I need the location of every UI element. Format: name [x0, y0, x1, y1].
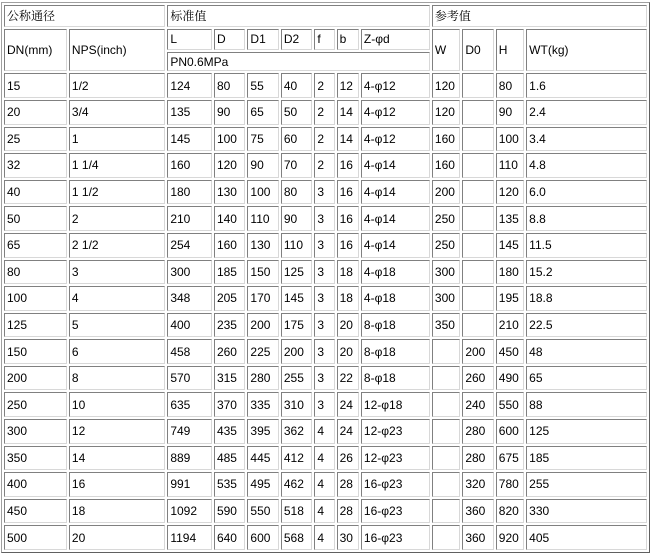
cell-h: 120	[496, 180, 524, 205]
table-row	[4, 180, 647, 205]
cell-l: 160	[167, 153, 212, 178]
cell-z-phid: 12-φ23	[361, 446, 430, 471]
cell-w	[432, 499, 460, 524]
cell-l: 570	[167, 366, 212, 391]
cell-h: 675	[496, 446, 524, 471]
cell-nps: 10	[69, 392, 165, 417]
cell-l: 635	[167, 392, 212, 417]
cell-d1: 55	[247, 73, 278, 98]
cell-d1: 170	[247, 286, 278, 311]
cell-f: 3	[314, 313, 334, 338]
cell-l: 1194	[167, 525, 212, 550]
cell-dn: 400	[4, 472, 67, 497]
table-row	[4, 153, 647, 178]
col-header-b: b	[337, 29, 359, 51]
cell-l: 1092	[167, 499, 212, 524]
cell-d1: 130	[247, 233, 278, 258]
cell-z-phid: 8-φ18	[361, 339, 430, 364]
cell-f: 3	[314, 180, 334, 205]
cell-b: 18	[337, 286, 359, 311]
cell-d2: 255	[281, 366, 312, 391]
cell-d: 260	[214, 339, 245, 364]
cell-dn: 50	[4, 206, 67, 231]
cell-h: 210	[496, 313, 524, 338]
cell-l: 749	[167, 419, 212, 444]
cell-d1: 600	[247, 525, 278, 550]
cell-z-phid: 12-φ18	[361, 392, 430, 417]
flange-spec-table	[1, 2, 650, 553]
cell-l: 348	[167, 286, 212, 311]
cell-w: 300	[432, 260, 460, 285]
cell-d0	[462, 286, 493, 311]
cell-l: 124	[167, 73, 212, 98]
cell-b: 20	[337, 313, 359, 338]
cell-w	[432, 392, 460, 417]
cell-w: 250	[432, 206, 460, 231]
cell-dn: 40	[4, 180, 67, 205]
cell-f: 3	[314, 260, 334, 285]
cell-d2: 145	[281, 286, 312, 311]
cell-w: 160	[432, 153, 460, 178]
cell-f: 2	[314, 127, 334, 152]
cell-d1: 100	[247, 180, 278, 205]
cell-wt: 88	[526, 392, 647, 417]
header-group-row	[4, 5, 647, 27]
cell-nps: 20	[69, 525, 165, 550]
cell-dn: 200	[4, 366, 67, 391]
cell-wt: 48	[526, 339, 647, 364]
cell-dn: 25	[4, 127, 67, 152]
cell-dn: 450	[4, 499, 67, 524]
cell-d: 535	[214, 472, 245, 497]
table-row	[4, 525, 647, 550]
table-row	[4, 206, 647, 231]
table-row	[4, 313, 647, 338]
cell-b: 28	[337, 499, 359, 524]
cell-d2: 90	[281, 206, 312, 231]
cell-d1: 90	[247, 153, 278, 178]
table-row	[4, 100, 647, 125]
col-header-d2: D2	[281, 29, 312, 51]
cell-d0: 360	[462, 499, 493, 524]
cell-h: 90	[496, 100, 524, 125]
cell-nps: 16	[69, 472, 165, 497]
cell-d: 590	[214, 499, 245, 524]
cell-d1: 225	[247, 339, 278, 364]
cell-h: 780	[496, 472, 524, 497]
cell-b: 24	[337, 392, 359, 417]
cell-h: 920	[496, 525, 524, 550]
cell-d0	[462, 260, 493, 285]
col-header-d0: D0	[462, 29, 493, 72]
cell-d0	[462, 153, 493, 178]
cell-d0	[462, 127, 493, 152]
cell-z-phid: 4-φ14	[361, 153, 430, 178]
cell-nps: 6	[69, 339, 165, 364]
cell-nps: 2 1/2	[69, 233, 165, 258]
cell-d2: 568	[281, 525, 312, 550]
cell-d2: 310	[281, 392, 312, 417]
cell-wt: 330	[526, 499, 647, 524]
cell-d0: 200	[462, 339, 493, 364]
cell-nps: 1	[69, 127, 165, 152]
cell-z-phid: 8-φ18	[361, 313, 430, 338]
cell-dn: 300	[4, 419, 67, 444]
cell-w	[432, 366, 460, 391]
cell-f: 2	[314, 100, 334, 125]
cell-d1: 550	[247, 499, 278, 524]
header-standard-values: 标准值	[167, 5, 430, 27]
cell-d: 370	[214, 392, 245, 417]
cell-h: 450	[496, 339, 524, 364]
cell-z-phid: 4-φ14	[361, 180, 430, 205]
cell-d0	[462, 100, 493, 125]
cell-h: 100	[496, 127, 524, 152]
cell-z-phid: 4-φ14	[361, 206, 430, 231]
cell-w: 120	[432, 73, 460, 98]
cell-dn: 350	[4, 446, 67, 471]
cell-d2: 50	[281, 100, 312, 125]
cell-w	[432, 339, 460, 364]
cell-nps: 14	[69, 446, 165, 471]
table-row	[4, 446, 647, 471]
cell-d0: 280	[462, 446, 493, 471]
cell-d: 185	[214, 260, 245, 285]
cell-wt: 1.6	[526, 73, 647, 98]
cell-dn: 80	[4, 260, 67, 285]
table-row	[4, 233, 647, 258]
table-row	[4, 127, 647, 152]
table-row	[4, 260, 647, 285]
cell-d1: 150	[247, 260, 278, 285]
cell-d: 315	[214, 366, 245, 391]
cell-d: 640	[214, 525, 245, 550]
cell-d0	[462, 233, 493, 258]
cell-h: 180	[496, 260, 524, 285]
cell-f: 4	[314, 446, 334, 471]
cell-z-phid: 4-φ12	[361, 73, 430, 98]
cell-d1: 495	[247, 472, 278, 497]
col-header-d: D	[214, 29, 245, 51]
cell-wt: 65	[526, 366, 647, 391]
cell-z-phid: 16-φ23	[361, 472, 430, 497]
cell-z-phid: 4-φ18	[361, 260, 430, 285]
cell-nps: 4	[69, 286, 165, 311]
cell-b: 26	[337, 446, 359, 471]
cell-f: 3	[314, 233, 334, 258]
cell-b: 18	[337, 260, 359, 285]
cell-d: 235	[214, 313, 245, 338]
cell-nps: 3	[69, 260, 165, 285]
cell-z-phid: 4-φ12	[361, 127, 430, 152]
cell-z-phid: 4-φ18	[361, 286, 430, 311]
cell-l: 300	[167, 260, 212, 285]
cell-d2: 175	[281, 313, 312, 338]
cell-wt: 6.0	[526, 180, 647, 205]
cell-w	[432, 419, 460, 444]
cell-d2: 362	[281, 419, 312, 444]
cell-f: 4	[314, 525, 334, 550]
cell-d1: 65	[247, 100, 278, 125]
cell-f: 4	[314, 472, 334, 497]
cell-b: 16	[337, 206, 359, 231]
cell-d1: 280	[247, 366, 278, 391]
cell-b: 16	[337, 153, 359, 178]
table-row	[4, 339, 647, 364]
cell-w: 160	[432, 127, 460, 152]
cell-d2: 80	[281, 180, 312, 205]
cell-wt: 4.8	[526, 153, 647, 178]
cell-d2: 40	[281, 73, 312, 98]
cell-b: 16	[337, 233, 359, 258]
cell-l: 889	[167, 446, 212, 471]
cell-h: 110	[496, 153, 524, 178]
cell-d1: 75	[247, 127, 278, 152]
cell-nps: 1/2	[69, 73, 165, 98]
cell-d2: 70	[281, 153, 312, 178]
cell-h: 135	[496, 206, 524, 231]
cell-d1: 200	[247, 313, 278, 338]
cell-l: 180	[167, 180, 212, 205]
cell-d: 90	[214, 100, 245, 125]
col-header-l: L	[167, 29, 212, 51]
cell-z-phid: 16-φ23	[361, 499, 430, 524]
cell-b: 16	[337, 180, 359, 205]
cell-dn: 32	[4, 153, 67, 178]
header-column-row	[4, 29, 647, 51]
cell-b: 12	[337, 73, 359, 98]
cell-l: 135	[167, 100, 212, 125]
col-header-f: f	[314, 29, 334, 51]
cell-f: 3	[314, 339, 334, 364]
cell-d1: 445	[247, 446, 278, 471]
cell-wt: 15.2	[526, 260, 647, 285]
cell-wt: 8.8	[526, 206, 647, 231]
cell-dn: 125	[4, 313, 67, 338]
cell-wt: 3.4	[526, 127, 647, 152]
cell-wt: 18.8	[526, 286, 647, 311]
cell-wt: 185	[526, 446, 647, 471]
cell-nps: 18	[69, 499, 165, 524]
cell-dn: 250	[4, 392, 67, 417]
table-row	[4, 472, 647, 497]
cell-f: 4	[314, 419, 334, 444]
cell-l: 210	[167, 206, 212, 231]
cell-wt: 125	[526, 419, 647, 444]
cell-d2: 412	[281, 446, 312, 471]
cell-dn: 100	[4, 286, 67, 311]
cell-w: 300	[432, 286, 460, 311]
cell-w	[432, 446, 460, 471]
cell-h: 145	[496, 233, 524, 258]
cell-d1: 110	[247, 206, 278, 231]
cell-nps: 12	[69, 419, 165, 444]
cell-l: 458	[167, 339, 212, 364]
cell-z-phid: 12-φ23	[361, 419, 430, 444]
cell-b: 20	[337, 339, 359, 364]
cell-h: 80	[496, 73, 524, 98]
cell-h: 195	[496, 286, 524, 311]
cell-dn: 15	[4, 73, 67, 98]
cell-d1: 395	[247, 419, 278, 444]
cell-f: 3	[314, 366, 334, 391]
cell-nps: 5	[69, 313, 165, 338]
cell-nps: 1 1/4	[69, 153, 165, 178]
cell-dn: 20	[4, 100, 67, 125]
cell-d1: 335	[247, 392, 278, 417]
cell-wt: 11.5	[526, 233, 647, 258]
cell-d0	[462, 73, 493, 98]
cell-h: 490	[496, 366, 524, 391]
cell-d: 140	[214, 206, 245, 231]
cell-b: 14	[337, 100, 359, 125]
table-row	[4, 419, 647, 444]
header-nominal-diameter: 公称通径	[4, 5, 165, 27]
cell-d: 120	[214, 153, 245, 178]
col-header-h: H	[496, 29, 524, 72]
cell-b: 14	[337, 127, 359, 152]
cell-w	[432, 525, 460, 550]
cell-d0: 320	[462, 472, 493, 497]
cell-d: 160	[214, 233, 245, 258]
table-row	[4, 366, 647, 391]
cell-d2: 60	[281, 127, 312, 152]
header-reference-values: 参考值	[432, 5, 647, 27]
cell-wt: 2.4	[526, 100, 647, 125]
cell-w: 200	[432, 180, 460, 205]
cell-d: 130	[214, 180, 245, 205]
cell-d2: 125	[281, 260, 312, 285]
cell-z-phid: 16-φ23	[361, 525, 430, 550]
cell-b: 28	[337, 472, 359, 497]
cell-d: 435	[214, 419, 245, 444]
cell-nps: 3/4	[69, 100, 165, 125]
cell-l: 145	[167, 127, 212, 152]
cell-f: 3	[314, 286, 334, 311]
col-header-w: W	[432, 29, 460, 72]
cell-d0	[462, 180, 493, 205]
cell-w	[432, 472, 460, 497]
cell-d2: 462	[281, 472, 312, 497]
cell-d0: 360	[462, 525, 493, 550]
table-row	[4, 499, 647, 524]
cell-w: 120	[432, 100, 460, 125]
table-row	[4, 392, 647, 417]
cell-b: 24	[337, 419, 359, 444]
cell-l: 400	[167, 313, 212, 338]
cell-l: 991	[167, 472, 212, 497]
cell-f: 3	[314, 206, 334, 231]
cell-h: 550	[496, 392, 524, 417]
cell-b: 22	[337, 366, 359, 391]
cell-z-phid: 4-φ12	[361, 100, 430, 125]
col-header-dn: DN(mm)	[4, 29, 67, 72]
cell-d2: 200	[281, 339, 312, 364]
cell-w: 350	[432, 313, 460, 338]
cell-dn: 65	[4, 233, 67, 258]
cell-b: 30	[337, 525, 359, 550]
cell-nps: 2	[69, 206, 165, 231]
cell-d0	[462, 206, 493, 231]
cell-wt: 405	[526, 525, 647, 550]
cell-d: 205	[214, 286, 245, 311]
cell-d: 100	[214, 127, 245, 152]
col-header-d1: D1	[247, 29, 278, 51]
cell-wt: 22.5	[526, 313, 647, 338]
cell-wt: 255	[526, 472, 647, 497]
cell-f: 2	[314, 73, 334, 98]
cell-z-phid: 4-φ14	[361, 233, 430, 258]
col-header-wt: WT(kg)	[526, 29, 647, 72]
cell-d2: 110	[281, 233, 312, 258]
cell-d: 485	[214, 446, 245, 471]
cell-w: 250	[432, 233, 460, 258]
cell-z-phid: 8-φ18	[361, 366, 430, 391]
cell-d0: 280	[462, 419, 493, 444]
cell-f: 3	[314, 392, 334, 417]
cell-dn: 150	[4, 339, 67, 364]
col-header-z-phid: Z-φd	[361, 29, 430, 51]
cell-h: 820	[496, 499, 524, 524]
cell-nps: 1 1/2	[69, 180, 165, 205]
cell-d0: 260	[462, 366, 493, 391]
cell-f: 2	[314, 153, 334, 178]
cell-d: 80	[214, 73, 245, 98]
col-header-nps: NPS(inch)	[69, 29, 165, 72]
cell-l: 254	[167, 233, 212, 258]
table-row	[4, 286, 647, 311]
cell-d0: 240	[462, 392, 493, 417]
cell-d0	[462, 313, 493, 338]
cell-dn: 500	[4, 525, 67, 550]
cell-d2: 518	[281, 499, 312, 524]
cell-f: 4	[314, 499, 334, 524]
cell-h: 600	[496, 419, 524, 444]
table-row	[4, 73, 647, 98]
pressure-rating: PN0.6MPa	[167, 52, 430, 71]
cell-nps: 8	[69, 366, 165, 391]
